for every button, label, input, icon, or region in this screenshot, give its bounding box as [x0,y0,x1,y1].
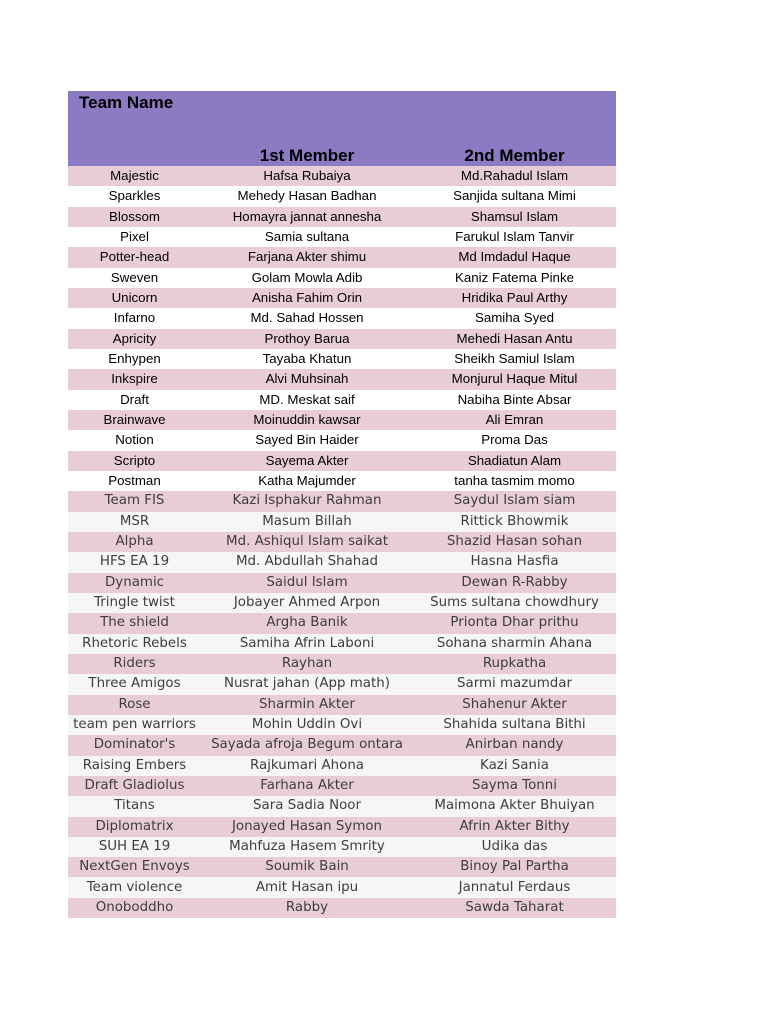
table-row [68,369,616,389]
team-name-header: Team Name [68,91,201,145]
team-name-cell: Dynamic [68,573,201,593]
team-name-cell: Rhetoric Rebels [68,634,201,654]
first-member-cell: Sayema Akter [201,451,413,471]
team-name-cell: team pen warriors [68,715,201,735]
second-member-cell: Sheikh Samiul Islam [413,349,616,369]
table-row [68,390,616,410]
table-row [68,613,616,633]
second-member-cell: Farukul Islam Tanvir [413,227,616,247]
table-row [68,308,616,328]
team-name-cell: MSR [68,512,201,532]
team-name-cell: The shield [68,613,201,633]
first-member-cell: Saidul Islam [201,573,413,593]
second-member-cell: Binoy Pal Partha [413,857,616,877]
first-member-cell: Jobayer Ahmed Arpon [201,593,413,613]
second-member-cell: Jannatul Ferdaus [413,877,616,897]
team-name-cell: Scripto [68,451,201,471]
second-member-cell: Saydul Islam siam [413,491,616,511]
table-row [68,776,616,796]
first-member-cell: Kazi Isphakur Rahman [201,491,413,511]
table-row [68,796,616,816]
table-row [68,186,616,206]
second-member-cell: Hasna Hasfia [413,552,616,572]
team-name-cell: Alpha [68,532,201,552]
team-name-cell: Potter-head [68,247,201,267]
first-member-cell: Hafsa Rubaiya [201,166,413,186]
first-member-cell: Sara Sadia Noor [201,796,413,816]
table-row [68,491,616,511]
table-row [68,756,616,776]
team-name-cell: Team violence [68,877,201,897]
first-member-cell: Nusrat jahan (App math) [201,674,413,694]
team-name-cell: Enhypen [68,349,201,369]
second-member-header: 2nd Member [413,145,616,166]
team-name-cell: Majestic [68,166,201,186]
second-member-cell: Hridika Paul Arthy [413,288,616,308]
second-member-cell: Samiha Syed [413,308,616,328]
second-member-cell: Maimona Akter Bhuiyan [413,796,616,816]
table-row [68,898,616,918]
team-name-cell: Rose [68,695,201,715]
first-member-cell: Prothoy Barua [201,329,413,349]
first-member-cell: Sayed Bin Haider [201,430,413,450]
second-member-cell: Kazi Sania [413,756,616,776]
first-member-cell: Homayra jannat annesha [201,207,413,227]
second-member-cell: Sanjida sultana Mimi [413,186,616,206]
subheader-row [68,145,616,166]
table-row [68,877,616,897]
table-row [68,512,616,532]
first-member-cell: Farhana Akter [201,776,413,796]
team-name-cell: Onoboddho [68,898,201,918]
team-name-cell: Notion [68,430,201,450]
team-name-cell: Draft [68,390,201,410]
second-member-cell: Sums sultana chowdhury [413,593,616,613]
first-member-cell: Moinuddin kawsar [201,410,413,430]
table-row [68,674,616,694]
first-member-cell: Masum Billah [201,512,413,532]
team-name-cell: Inkspire [68,369,201,389]
team-table [68,91,616,918]
header-spacer [201,91,413,145]
second-member-cell: Shadiatun Alam [413,451,616,471]
first-member-cell: Rayhan [201,654,413,674]
table-row [68,634,616,654]
second-member-cell: Sohana sharmin Ahana [413,634,616,654]
table-row [68,166,616,186]
team-name-cell: Brainwave [68,410,201,430]
first-member-cell: Amit Hasan ipu [201,877,413,897]
table-row [68,288,616,308]
table-row [68,410,616,430]
second-member-cell: Rupkatha [413,654,616,674]
team-name-cell: Dominator's [68,735,201,755]
first-member-cell: MD. Meskat saif [201,390,413,410]
team-name-cell: Raising Embers [68,756,201,776]
second-member-cell: Nabiha Binte Absar [413,390,616,410]
table-row [68,695,616,715]
team-name-cell: Three Amigos [68,674,201,694]
table-row [68,471,616,491]
second-member-cell: Shamsul Islam [413,207,616,227]
first-member-cell: Golam Mowla Adib [201,268,413,288]
team-name-cell: Tringle twist [68,593,201,613]
second-member-cell: Mehedi Hasan Antu [413,329,616,349]
first-member-cell: Mehedy Hasan Badhan [201,186,413,206]
header-spacer [413,91,616,145]
first-member-cell: Tayaba Khatun [201,349,413,369]
table-row [68,817,616,837]
table-row [68,329,616,349]
second-member-cell: Kaniz Fatema Pinke [413,268,616,288]
second-member-cell: Udika das [413,837,616,857]
second-member-cell: Sayma Tonni [413,776,616,796]
header-row [68,91,616,145]
team-name-cell: Sweven [68,268,201,288]
second-member-cell: Dewan R-Rabby [413,573,616,593]
table-row [68,532,616,552]
team-name-cell: HFS EA 19 [68,552,201,572]
second-member-cell: Shahenur Akter [413,695,616,715]
team-name-cell: Diplomatrix [68,817,201,837]
first-member-cell: Samia sultana [201,227,413,247]
second-member-cell: Md Imdadul Haque [413,247,616,267]
second-member-cell: Monjurul Haque Mitul [413,369,616,389]
first-member-cell: Samiha Afrin Laboni [201,634,413,654]
team-name-cell: Unicorn [68,288,201,308]
team-name-cell: Apricity [68,329,201,349]
table-row [68,715,616,735]
first-member-cell: Mahfuza Hasem Smrity [201,837,413,857]
table-row [68,451,616,471]
table-row [68,654,616,674]
team-name-cell: Blossom [68,207,201,227]
table-row [68,247,616,267]
second-member-cell: Shazid Hasan sohan [413,532,616,552]
first-member-cell: Rabby [201,898,413,918]
table-row [68,857,616,877]
first-member-cell: Alvi Muhsinah [201,369,413,389]
second-member-cell: Md.Rahadul Islam [413,166,616,186]
team-name-cell: Postman [68,471,201,491]
table-row [68,593,616,613]
table-row [68,430,616,450]
team-name-cell: Riders [68,654,201,674]
first-member-cell: Jonayed Hasan Symon [201,817,413,837]
team-name-cell: NextGen Envoys [68,857,201,877]
table-row [68,552,616,572]
second-member-cell: Sarmi mazumdar [413,674,616,694]
first-member-cell: Sharmin Akter [201,695,413,715]
second-member-cell: Ali Emran [413,410,616,430]
second-member-cell: tanha tasmim momo [413,471,616,491]
team-name-cell: SUH EA 19 [68,837,201,857]
team-name-cell: Titans [68,796,201,816]
first-member-cell: Argha Banik [201,613,413,633]
first-member-header: 1st Member [201,145,413,166]
team-name-cell: Draft Gladiolus [68,776,201,796]
table-row [68,735,616,755]
subheader-spacer [68,145,201,166]
second-member-cell: Rittick Bhowmik [413,512,616,532]
table-row [68,349,616,369]
first-member-cell: Katha Majumder [201,471,413,491]
first-member-cell: Rajkumari Ahona [201,756,413,776]
first-member-cell: Anisha Fahim Orin [201,288,413,308]
team-name-cell: Pixel [68,227,201,247]
second-member-cell: Anirban nandy [413,735,616,755]
table-row [68,268,616,288]
first-member-cell: Md. Sahad Hossen [201,308,413,328]
first-member-cell: Md. Ashiqul Islam saikat [201,532,413,552]
second-member-cell: Sawda Taharat [413,898,616,918]
first-member-cell: Farjana Akter shimu [201,247,413,267]
table-row [68,227,616,247]
first-member-cell: Sayada afroja Begum ontara [201,735,413,755]
team-name-cell: Sparkles [68,186,201,206]
first-member-cell: Soumik Bain [201,857,413,877]
second-member-cell: Proma Das [413,430,616,450]
second-member-cell: Prionta Dhar prithu [413,613,616,633]
table-row [68,207,616,227]
first-member-cell: Mohin Uddin Ovi [201,715,413,735]
table-body [68,166,616,918]
team-name-cell: Team FIS [68,491,201,511]
table-row [68,837,616,857]
table-row [68,573,616,593]
second-member-cell: Shahida sultana Bithi [413,715,616,735]
team-name-cell: Infarno [68,308,201,328]
first-member-cell: Md. Abdullah Shahad [201,552,413,572]
second-member-cell: Afrin Akter Bithy [413,817,616,837]
